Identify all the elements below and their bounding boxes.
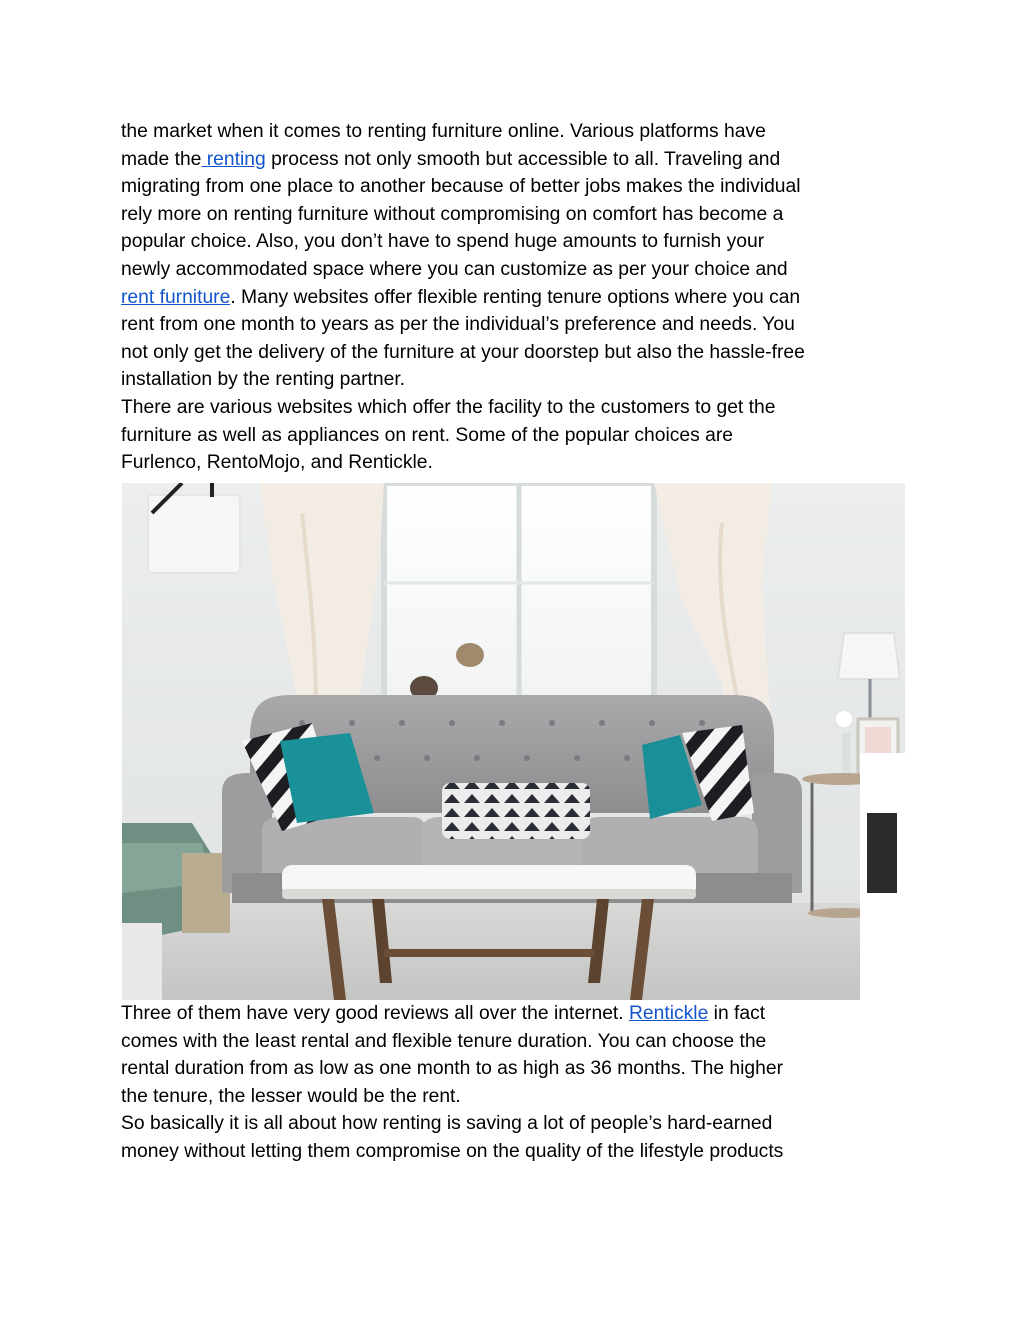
paragraph-intro [121, 118, 911, 394]
rent-furniture-link[interactable]: rent furniture [121, 286, 231, 308]
paragraph-reviews-text-b: in fact comes with the least rental and flexible tenure duration. You can choose the rental duration from as low as one month to as high as 36 months. The higher the tenure, the lesser would be the rent. [121, 1003, 784, 1107]
paragraph-intro-text-b: process not only smooth but accessible to all. Traveling and migrating from one place to another because of better jobs makes the individual rely more on renting furniture without compromising on comfort has become a popular choice. Also, you don’t have to spend huge amounts to furnish your newly accommodated space where you can customize as per your choice and [121, 148, 801, 280]
paragraph-intro-text-c: . Many websites offer flexible renting tenure options where you can rent from one month to years as per the individual’s preference and needs. You not only get the delivery of the furniture at your doorstep but also the hassle-free installation by the renting partner. [121, 286, 805, 391]
renting-link[interactable]: renting [201, 148, 266, 170]
rentickle-link[interactable]: Rentickle [629, 1003, 709, 1024]
paragraph-websites: There are various websites which offer the facility to the customers to get the furniture as well as appliances on rent. Some of the popular choices are Furlenco, RentoMojo, and Rentickle. [121, 397, 776, 474]
paragraph-intro-text-a: the market when it comes to renting furniture online. Various platforms have made the [121, 121, 766, 170]
paragraph-conclusion: So basically it is all about how renting is saving a lot of people’s hard-earned money without letting them compromise on the quality of the lifestyle products [121, 1113, 784, 1162]
paragraph-reviews [121, 1000, 911, 1110]
living-room-photo [122, 483, 905, 1000]
paragraph-reviews-text-a: Three of them have very good reviews all over the internet. [121, 1003, 629, 1024]
